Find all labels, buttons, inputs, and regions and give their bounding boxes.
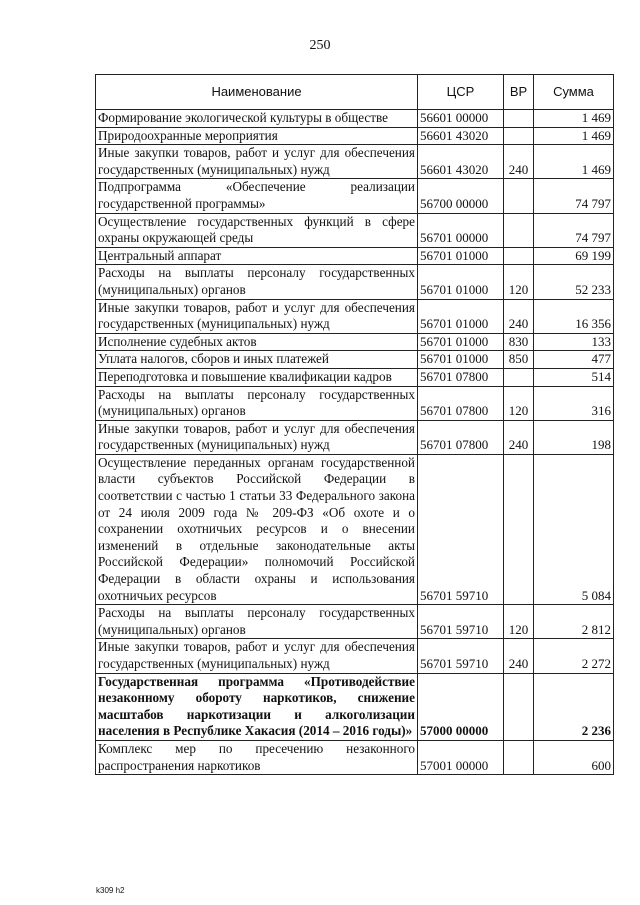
row-name-cell: Иные закупки товаров, работ и услуг для обеспечения государственных (муниципальных) нужд bbox=[96, 145, 418, 179]
row-vr-cell: 120 bbox=[504, 386, 534, 420]
page-number: 250 bbox=[309, 38, 331, 53]
table-row bbox=[96, 145, 614, 179]
table-row bbox=[96, 605, 614, 639]
row-name-cell: Государственная программа «Противодействие незаконному обороту наркотиков, снижение масштабов наркотизации и алкоголизации населения в Республике Хакасия (2014 – 2016 годы)» bbox=[96, 673, 418, 740]
row-vr-cell: 240 bbox=[504, 299, 534, 333]
table-row bbox=[96, 386, 614, 420]
row-vr-cell bbox=[504, 247, 534, 265]
table-row bbox=[96, 639, 614, 673]
row-code-cell: 57001 00000 bbox=[418, 740, 504, 774]
row-vr-cell: 240 bbox=[504, 639, 534, 673]
row-code-cell: 56601 00000 bbox=[418, 110, 504, 128]
row-sum-cell: 69 199 bbox=[534, 247, 614, 265]
row-name-cell: Иные закупки товаров, работ и услуг для обеспечения государственных (муниципальных) нужд bbox=[96, 420, 418, 454]
row-name-cell: Расходы на выплаты персоналу государственных (муниципальных) органов bbox=[96, 265, 418, 299]
row-sum-cell: 1 469 bbox=[534, 127, 614, 145]
row-code-cell: 56701 00000 bbox=[418, 213, 504, 247]
row-code-cell: 56700 00000 bbox=[418, 179, 504, 213]
row-name-cell: Осуществление государственных функций в сфере охраны окружающей среды bbox=[96, 213, 418, 247]
row-vr-cell bbox=[504, 179, 534, 213]
row-name-cell: Иные закупки товаров, работ и услуг для обеспечения государственных (муниципальных) нужд bbox=[96, 299, 418, 333]
row-sum-cell: 198 bbox=[534, 420, 614, 454]
row-sum-cell: 5 084 bbox=[534, 454, 614, 604]
row-vr-cell bbox=[504, 454, 534, 604]
row-vr-cell: 830 bbox=[504, 333, 534, 351]
row-sum-cell: 477 bbox=[534, 351, 614, 369]
header-code: ЦСР bbox=[418, 75, 504, 110]
row-code-cell: 56701 01000 bbox=[418, 265, 504, 299]
table-row bbox=[96, 110, 614, 128]
row-sum-cell: 16 356 bbox=[534, 299, 614, 333]
row-name-cell: Уплата налогов, сборов и иных платежей bbox=[96, 351, 418, 369]
row-code-cell: 56601 43020 bbox=[418, 127, 504, 145]
row-sum-cell: 600 bbox=[534, 740, 614, 774]
row-sum-cell: 74 797 bbox=[534, 213, 614, 247]
table-row bbox=[96, 247, 614, 265]
row-name-cell: Переподготовка и повышение квалификации кадров bbox=[96, 368, 418, 386]
table-row bbox=[96, 299, 614, 333]
row-sum-cell: 2 236 bbox=[534, 673, 614, 740]
row-sum-cell: 1 469 bbox=[534, 145, 614, 179]
table-row bbox=[96, 351, 614, 369]
row-vr-cell: 240 bbox=[504, 420, 534, 454]
row-code-cell: 56601 43020 bbox=[418, 145, 504, 179]
row-vr-cell bbox=[504, 740, 534, 774]
row-name-cell: Формирование экологической культуры в обществе bbox=[96, 110, 418, 128]
row-sum-cell: 514 bbox=[534, 368, 614, 386]
header-sum: Сумма bbox=[534, 75, 614, 110]
header-name: Наименование bbox=[96, 75, 418, 110]
row-sum-cell: 2 812 bbox=[534, 605, 614, 639]
row-code-cell: 56701 59710 bbox=[418, 454, 504, 604]
row-sum-cell: 52 233 bbox=[534, 265, 614, 299]
row-vr-cell bbox=[504, 673, 534, 740]
table-row bbox=[96, 213, 614, 247]
row-sum-cell: 316 bbox=[534, 386, 614, 420]
table-row bbox=[96, 333, 614, 351]
row-sum-cell: 1 469 bbox=[534, 110, 614, 128]
row-code-cell: 56701 07800 bbox=[418, 368, 504, 386]
row-name-cell: Комплекс мер по пресечению незаконного распространения наркотиков bbox=[96, 740, 418, 774]
row-name-cell: Исполнение судебных актов bbox=[96, 333, 418, 351]
row-code-cell: 56701 59710 bbox=[418, 605, 504, 639]
row-sum-cell: 74 797 bbox=[534, 179, 614, 213]
row-code-cell: 56701 07800 bbox=[418, 386, 504, 420]
footer-code: k309 h2 bbox=[96, 886, 125, 895]
row-code-cell: 56701 01000 bbox=[418, 299, 504, 333]
row-code-cell: 56701 01000 bbox=[418, 247, 504, 265]
row-name-cell: Расходы на выплаты персоналу государственных (муниципальных) органов bbox=[96, 605, 418, 639]
row-name-cell: Иные закупки товаров, работ и услуг для обеспечения государственных (муниципальных) нужд bbox=[96, 639, 418, 673]
table-row bbox=[96, 454, 614, 604]
table-row bbox=[96, 179, 614, 213]
row-code-cell: 57000 00000 bbox=[418, 673, 504, 740]
row-code-cell: 56701 07800 bbox=[418, 420, 504, 454]
row-code-cell: 56701 01000 bbox=[418, 351, 504, 369]
row-vr-cell bbox=[504, 368, 534, 386]
table-row bbox=[96, 673, 614, 740]
row-name-cell: Центральный аппарат bbox=[96, 247, 418, 265]
row-vr-cell: 850 bbox=[504, 351, 534, 369]
row-vr-cell bbox=[504, 127, 534, 145]
row-vr-cell bbox=[504, 110, 534, 128]
row-code-cell: 56701 59710 bbox=[418, 639, 504, 673]
header-vr: ВР bbox=[504, 75, 534, 110]
table-header-row bbox=[96, 75, 614, 110]
table-row bbox=[96, 368, 614, 386]
row-code-cell: 56701 01000 bbox=[418, 333, 504, 351]
row-vr-cell: 120 bbox=[504, 265, 534, 299]
row-name-cell: Расходы на выплаты персоналу государственных (муниципальных) органов bbox=[96, 386, 418, 420]
row-vr-cell: 240 bbox=[504, 145, 534, 179]
table-row bbox=[96, 127, 614, 145]
table-row bbox=[96, 420, 614, 454]
budget-table bbox=[95, 74, 614, 775]
row-vr-cell: 120 bbox=[504, 605, 534, 639]
row-name-cell: Осуществление переданных органам государственной власти субъектов Российской Федерации в соответствии с частью 1 статьи 33 Федерального закона от 24 июля 2009 года № 209-ФЗ «Об охоте и о сохранении охотничьих ресурсов и о внесении изменений в отдельные законодательные акты Российской Федерации» полномочий Российской Федерации в области охраны и использования охотничьих ресурсов bbox=[96, 454, 418, 604]
table-row bbox=[96, 265, 614, 299]
row-sum-cell: 133 bbox=[534, 333, 614, 351]
row-sum-cell: 2 272 bbox=[534, 639, 614, 673]
row-vr-cell bbox=[504, 213, 534, 247]
table-row bbox=[96, 740, 614, 774]
row-name-cell: Природоохранные мероприятия bbox=[96, 127, 418, 145]
row-name-cell: Подпрограмма «Обеспечение реализации государственной программы» bbox=[96, 179, 418, 213]
